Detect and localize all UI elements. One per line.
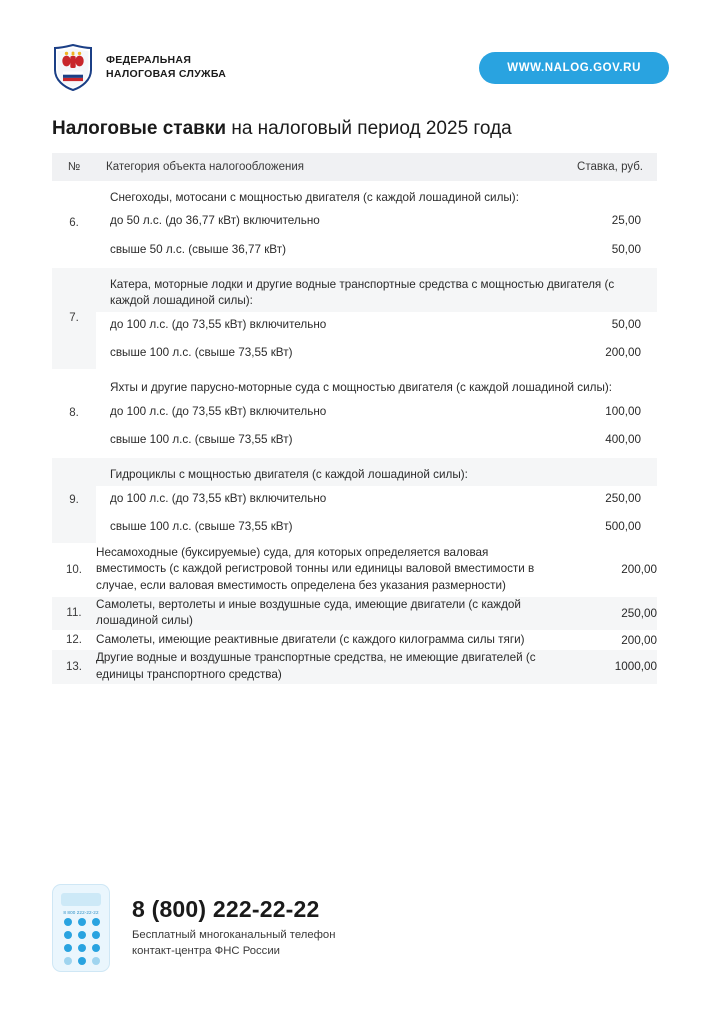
contact-desc-line-1: Бесплатный многоканальный телефон [132,929,336,942]
row-subrows [96,312,657,369]
row-number: 6. [52,181,96,267]
phone-screen [61,893,101,906]
phone-keypad [64,918,100,965]
row-category: Самолеты, вертолеты и иные воздушные суда, имеющие двигатели (с каждой лошадиной силы) [96,596,536,631]
subrow [96,399,657,427]
row-number: 11. [52,596,96,631]
subrow-rate: 50,00 [514,236,657,265]
table-header-row [52,153,657,181]
row-rate: 250,00 [536,596,657,631]
row-category-lead: Яхты и другие парусно-моторные суда с мощностью двигателя (с каждой лошадиной силы): [110,381,613,395]
row-rate: 200,00 [536,544,657,596]
table-body [52,181,657,685]
subrow [96,513,657,542]
row-category-lead: Гидроциклы с мощностью двигателя (с каждой лошадиной силы): [110,467,468,481]
row-subrows [96,208,657,265]
subrow-text: свыше 100 л.с. (свыше 73,55 кВт) [96,513,514,542]
subrow-rate: 500,00 [514,513,657,542]
subrow [96,486,657,514]
row-subrows [96,399,657,456]
row-number: 9. [52,457,96,544]
keypad-key [78,931,86,939]
table-header [52,153,657,181]
brand-line-2: НАЛОГОВАЯ СЛУЖБА [106,68,227,80]
row-number: 10. [52,544,96,596]
column-header-number: № [52,153,96,181]
table-row [52,457,657,544]
subrow-text: свыше 100 л.с. (свыше 73,55 кВт) [96,426,514,455]
tax-rates-table [52,153,657,686]
subrow-rate: 50,00 [514,312,657,340]
column-header-rate: Ставка, руб. [536,153,657,181]
keypad-key [64,931,72,939]
brand-name [106,54,226,82]
page-title-rest: на налоговый период 2025 года [226,118,512,139]
subrow-text: свыше 100 л.с. (свыше 73,55 кВт) [96,339,514,368]
row-category: Другие водные и воздушные транспортные средства, не имеющие двигателей (с единицы транспортного средства) [96,649,536,684]
row-number: 13. [52,649,96,684]
keypad-key [64,918,72,926]
keypad-key [78,957,86,965]
subrow-rate: 25,00 [514,208,657,236]
contact-phone-number: 8 (800) 222-22-22 [132,896,320,923]
row-number: 8. [52,370,96,457]
keypad-key [92,957,100,965]
row-category-lead: Снегоходы, мотосани с мощностью двигателя (с каждой лошадиной силы): [110,190,519,204]
rates-table-wrap [52,153,657,686]
phone-icon-label: 8 800 222-22-22 [63,910,99,915]
page-header [0,0,709,92]
brand-line-1: ФЕДЕРАЛЬНАЯ [106,54,192,67]
keypad-key [78,918,86,926]
subrow [96,208,657,236]
table-row [52,544,657,596]
row-number: 12. [52,631,96,650]
row-rate: 1000,00 [536,649,657,684]
table-row [52,370,657,457]
table-row [52,631,657,650]
row-category: Несамоходные (буксируемые) суда, для которых определяется валовая вместимость (с каждой регистровой тонны или единицы валовой вместимости в случае, если валовая вместимость определена без указания размерности) [96,544,536,596]
subrow-text: до 50 л.с. (до 36,77 кВт) включительно [96,208,514,236]
subrow-rate: 100,00 [514,399,657,427]
russian-coat-of-arms-icon [52,44,94,92]
subrow-rate: 200,00 [514,339,657,368]
subrow [96,312,657,340]
subrow-text: свыше 50 л.с. (свыше 36,77 кВт) [96,236,514,265]
row-number: 7. [52,267,96,370]
row-category: Самолеты, имеющие реактивные двигатели (с каждого килограмма силы тяги) [96,631,536,650]
phone-keypad-icon [52,884,110,972]
table-row [52,267,657,370]
page-title-bold: Налоговые ставки [52,118,227,139]
subrow [96,236,657,265]
contact-phone-description [132,928,335,959]
page-footer [52,884,335,972]
table-row [52,181,657,267]
subrow-text: до 100 л.с. (до 73,55 кВт) включительно [96,399,514,427]
subrow [96,339,657,368]
brand-block [52,44,226,92]
subrow-rate: 250,00 [514,486,657,514]
table-row [52,596,657,631]
table-row [52,649,657,684]
website-url-button[interactable]: WWW.NALOG.GOV.RU [479,52,669,84]
row-subrows [96,486,657,543]
keypad-key [92,931,100,939]
contact-desc-line-2: контакт-центра ФНС России [132,944,280,957]
keypad-key [78,944,86,952]
page-title [52,118,657,141]
subrow-rate: 400,00 [514,426,657,455]
subrow-text: до 100 л.с. (до 73,55 кВт) включительно [96,486,514,514]
row-category-lead: Катера, моторные лодки и другие водные транспортные средства с мощностью двигателя (с каждой лошадиной силы): [110,277,615,308]
keypad-key [64,957,72,965]
footer-text-block [132,897,335,959]
keypad-key [64,944,72,952]
column-header-category: Категория объекта налогообложения [96,153,536,181]
keypad-key [92,944,100,952]
row-rate: 200,00 [536,631,657,650]
subrow [96,426,657,455]
keypad-key [92,918,100,926]
subrow-text: до 100 л.с. (до 73,55 кВт) включительно [96,312,514,340]
